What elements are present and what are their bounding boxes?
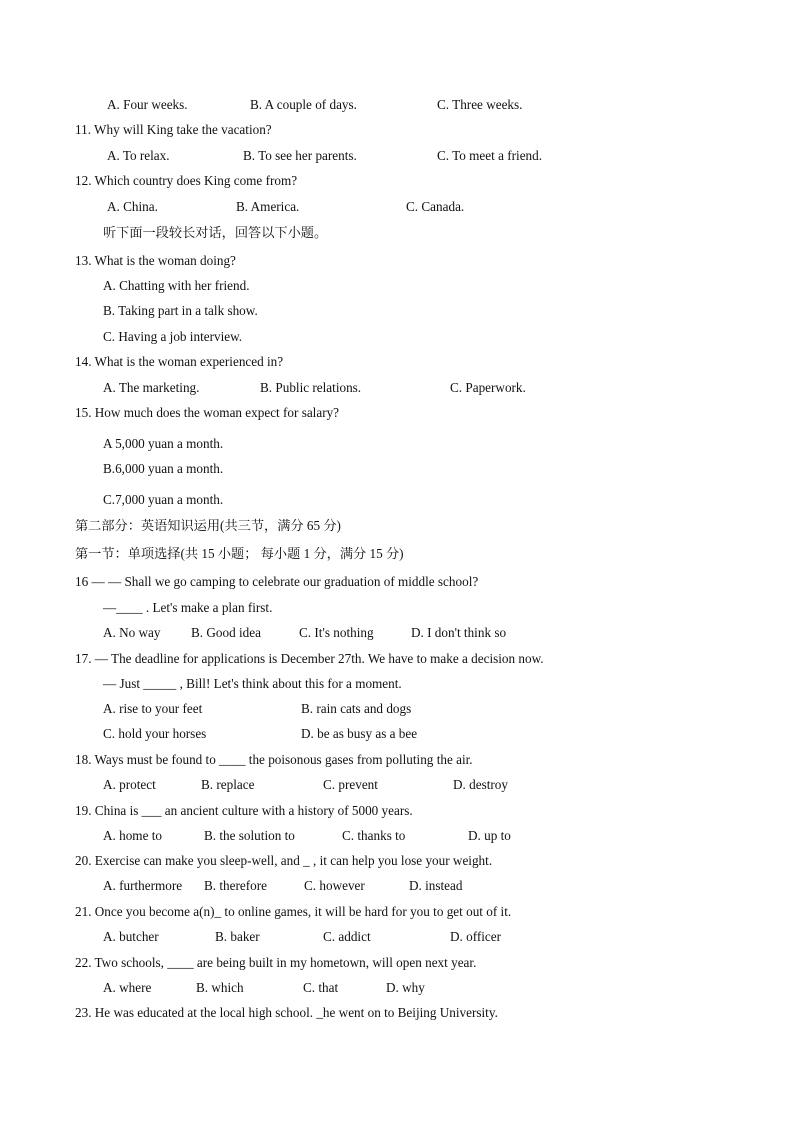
option-d: D. officer: [450, 929, 502, 944]
option-d: D. instead: [409, 878, 463, 893]
question-text: 12. Which country does King come from?: [75, 173, 298, 188]
option-c: C. hold your horses: [103, 726, 207, 741]
option-d: D. why: [386, 980, 425, 995]
option-b: B. Taking part in a talk show.: [103, 303, 258, 318]
option-c: C. addict: [323, 929, 371, 944]
option-c: C. To meet a friend.: [437, 148, 543, 163]
option-a: A 5,000 yuan a month.: [103, 436, 224, 451]
question-text: 19. China is ___ an ancient culture with a history of 5000 years.: [75, 803, 413, 818]
option-a: A. protect: [103, 777, 156, 792]
option-a: A. home to: [103, 828, 162, 843]
option-d: D. I don't think so: [411, 625, 507, 640]
question-text: 17. — The deadline for applications is December 27th. We have to make a decision now.: [75, 651, 544, 666]
option-c: C. It's nothing: [299, 625, 374, 640]
option-b: B.6,000 yuan a month.: [103, 461, 224, 476]
option-a: A. butcher: [103, 929, 159, 944]
question-text: 13. What is the woman doing?: [75, 253, 236, 268]
option-c: C. Paperwork.: [450, 380, 526, 395]
question-text: 14. What is the woman experienced in?: [75, 354, 284, 369]
question-text: 23. He was educated at the local high school. _he went on to Beijing University.: [75, 1005, 498, 1020]
option-a: A. where: [103, 980, 152, 995]
dialog-reply: —____ . Let's make a plan first.: [103, 600, 273, 615]
option-c: C. however: [304, 878, 365, 893]
option-c: C. that: [303, 980, 339, 995]
question-text: 22. Two schools, ____ are being built in my hometown, will open next year.: [75, 955, 477, 970]
section1-heading: 第一节：单项选择(共 15 小题； 每小题 1 分，满分 15 分): [75, 546, 404, 561]
question-text: 18. Ways must be found to ____ the poisonous gases from polluting the air.: [75, 752, 473, 767]
option-b: B. baker: [215, 929, 260, 944]
question-text: 20. Exercise can make you sleep-well, and _ , it can help you lose your weight.: [75, 853, 493, 868]
option-c: C. Having a job interview.: [103, 329, 243, 344]
option-b: B. therefore: [204, 878, 267, 893]
option-b: B. Good idea: [191, 625, 261, 640]
option-b: B. the solution to: [204, 828, 295, 843]
option-a: A. To relax.: [107, 148, 170, 163]
option-c: C. prevent: [323, 777, 378, 792]
instruction-long-dialog: 听下面一段较长对话，回答以下小题。: [103, 225, 328, 240]
option-d: D. up to: [468, 828, 511, 843]
option-c: C. Canada.: [406, 199, 465, 214]
option-b: B. Public relations.: [260, 380, 362, 395]
dialog-reply: — Just _____ , Bill! Let's think about this for a moment.: [103, 676, 402, 691]
option-a: A. China.: [107, 199, 158, 214]
option-b: B. rain cats and dogs: [301, 701, 412, 716]
option-a: A. rise to your feet: [103, 701, 203, 716]
option-a: A. Four weeks.: [107, 97, 188, 112]
question-text: 16 — — Shall we go camping to celebrate our graduation of middle school?: [75, 574, 479, 589]
question-text: 11. Why will King take the vacation?: [75, 122, 272, 137]
option-d: D. destroy: [453, 777, 508, 792]
option-b: B. To see her parents.: [243, 148, 357, 163]
question-text: 15. How much does the woman expect for salary?: [75, 405, 340, 420]
option-c: C. thanks to: [342, 828, 406, 843]
option-b: B. America.: [236, 199, 300, 214]
part2-heading: 第二部分：英语知识运用(共三节，满分 65 分): [75, 518, 341, 533]
option-c: C.7,000 yuan a month.: [103, 492, 224, 507]
question-text: 21. Once you become a(n)_ to online games, it will be hard for you to get out of it.: [75, 904, 512, 919]
option-a: A. The marketing.: [103, 380, 200, 395]
option-b: B. A couple of days.: [250, 97, 357, 112]
option-d: D. be as busy as a bee: [301, 726, 418, 741]
option-b: B. replace: [201, 777, 255, 792]
option-b: B. which: [196, 980, 244, 995]
option-a: A. furthermore: [103, 878, 183, 893]
option-a: A. No way: [103, 625, 161, 640]
option-c: C. Three weeks.: [437, 97, 523, 112]
option-a: A. Chatting with her friend.: [103, 278, 250, 293]
